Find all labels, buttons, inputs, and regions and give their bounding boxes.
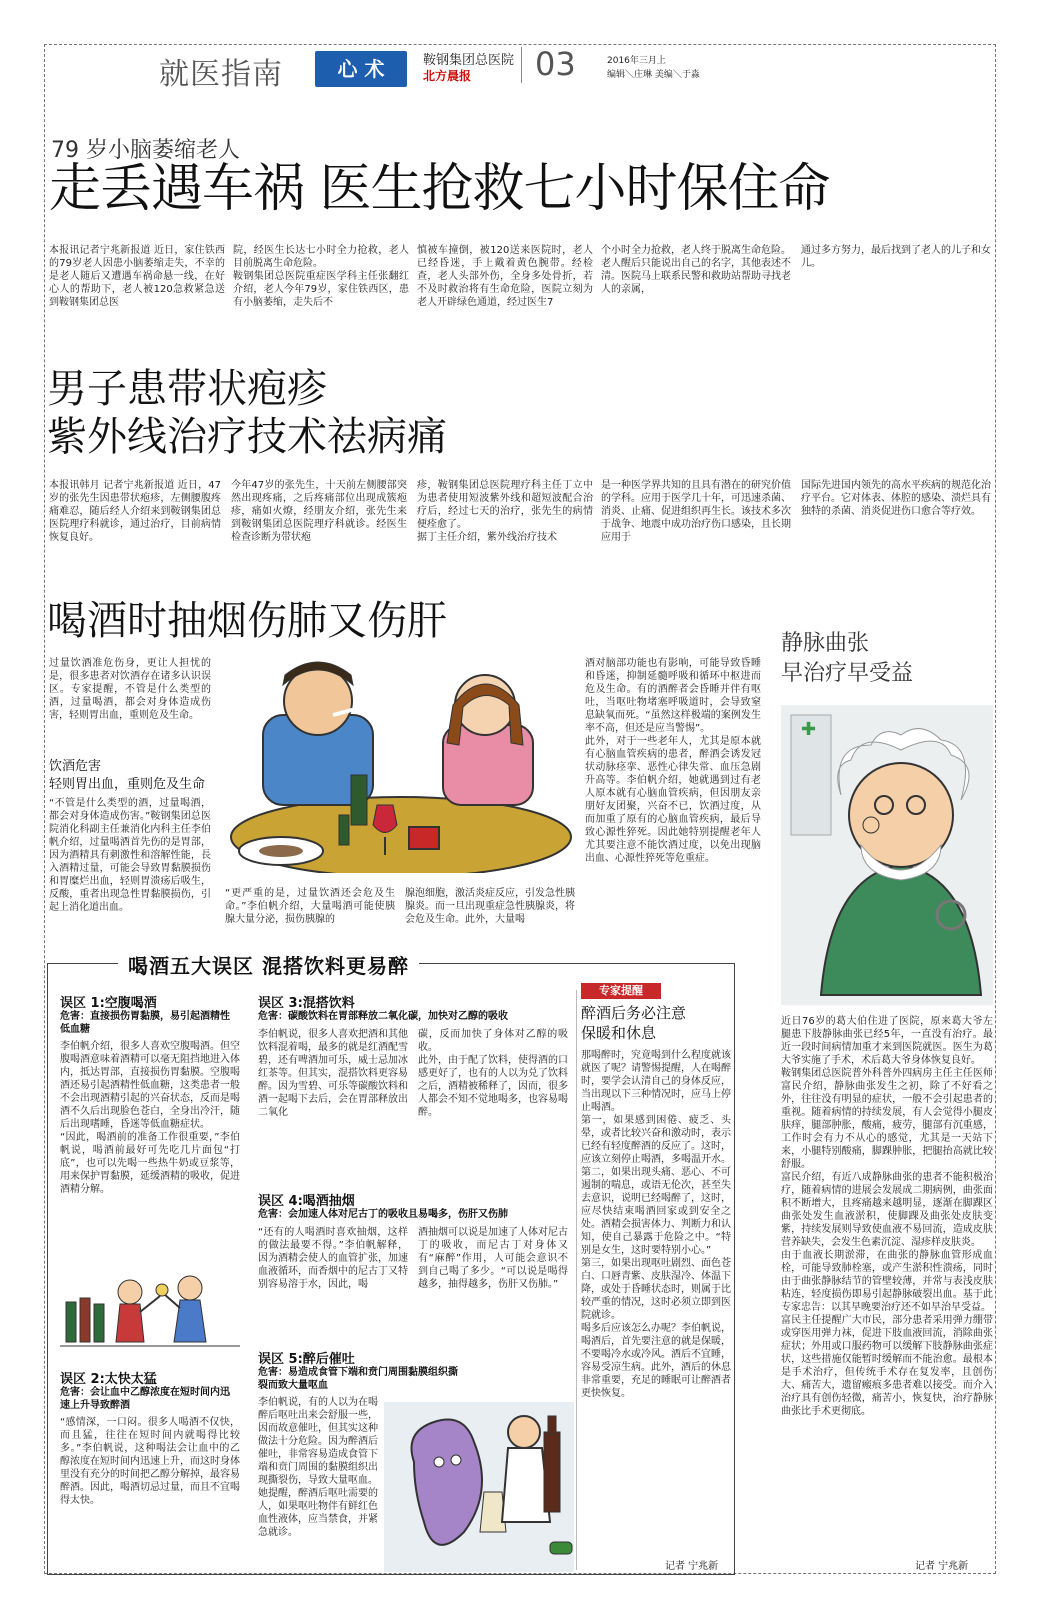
story2-col4: 是一种医学界共知的且具有潜在的研究价值的学科。应用于医学几十年，可迅速杀菌、消炎、止痛、促进组织再生长。该技术多次于战争、地震中成功治疗伤口感染，且长期应用于	[601, 480, 791, 543]
misconception-4-text-a: “还有的人喝酒时喜欢抽烟，这样的做法最要不得。”李伯帆解释，因为酒精会使人的血管扩张，加速血液循环，而香烟中的尼古丁又特别容易溶于水，因此，喝	[258, 1227, 408, 1290]
box-column-divider	[576, 990, 577, 1570]
editor-credits: 编辑＼庄琳 美编＼于淼	[607, 70, 700, 80]
misconception-3-harm: 危害：碳酸饮料在胃部释放二氧化碳，加快对乙醇的吸收	[258, 1011, 508, 1022]
misconception-5-heading: 误区 5:醉后催吐	[258, 1352, 355, 1367]
misconception-4-heading: 误区 4:喝酒抽烟	[258, 1194, 355, 1209]
story1-col5: 通过多方努力，最后找到了老人的儿子和女儿。	[801, 245, 991, 269]
misconception-2-heading: 误区 2:太快太猛	[60, 1372, 157, 1387]
expert-tip-heading-2: 保暖和休息	[581, 1024, 657, 1042]
story1-col1: 本报讯记者宁兆新报道 近日，家住铁西的79岁老人因患小脑萎缩走失，不幸的是老人随后又遭遇车祸命悬一线，在好心人的帮助下，老人被120急救紧急送到鞍钢集团总医	[49, 245, 225, 308]
story3-headline: 喝酒时抽烟伤肺又伤肝	[47, 598, 447, 644]
story2-col1: 本报讯韩月 记者宁兆新报道 近日，47岁的张先生因患带状疱疹，左侧腰腹疼痛难忍，随后经人介绍来到鞍钢集团总医院理疗科就诊，通过治疗，目前病情恢复良好。	[49, 480, 221, 543]
story3-subhead-2: 轻则胃出血，重则危及生命	[49, 777, 206, 792]
sidebar-title-2: 早治疗早受益	[781, 661, 914, 686]
misconception-4-harm: 危害：会加速人体对尼古丁的吸收且易喝多，伤肝又伤肺	[258, 1209, 508, 1220]
story2-headline-1: 男子患带状疱疹	[47, 366, 327, 412]
doctor-illustration	[781, 705, 993, 1005]
story3-subhead-1: 饮酒危害	[49, 759, 102, 774]
misconception-4-text-b: 酒抽烟可以说是加速了人体对尼古丁的吸收，而尼古丁对身体又有“麻醉”作用，人可能会意识不到自己喝了多少。“可以说是喝得越多，抽得越多，伤肝又伤肺。”	[418, 1227, 568, 1290]
expert-tip-text: 那喝醉时，究竟喝到什么程度就该就医了呢？请警惕提醒，人在喝醉时，要学会认清自己的身体反应，当出现以下三种情况时，应马上停止喝酒。 第一，如果感到困倦、疲乏、头晕，或者比较兴奋和激动时，表示已经有轻度醉酒的反应了。这时，应该立刻停止喝酒，多喝温开水。 第二，如果出现头痛、恶心、不可遏制的喘息，或语无伦次，甚至失去意识，说明已经喝醉了，这时，应尽快结束喝酒回家或到安全之处。酒精会损害体力、判断力和认知，使自己暴露于危险之中。“特别是女生，这时要特别小心。” 第三，如果出现呕吐剧烈、面色苍白、口唇青紫、皮肤湿冷、体温下降，或处于昏睡状态时，则属于比较严重的情况，这时必须立即到医院就诊。 喝多后应该怎么办呢？李伯帆说，喝酒后，首先要注意的就是保暖，不要喝冷水或冷风。酒后不宜睡，容易受凉生病。此外，酒后的休息非常重要，充足的睡眠可让醉酒者更快恢复。	[581, 1050, 731, 1399]
story1-col4: 个小时全力抢救，老人终于脱离生命危险。 老人醒后只能说出自己的名字，其他表述不清。医院马上联系民警和救助站帮助寻找老人的亲属，	[601, 245, 791, 295]
newspaper-page	[44, 44, 996, 1574]
misconception-5-text: 李伯帆说，有的人以为在喝醉后呕吐出来会舒服一些，因而故意催吐，但其实这种做法十分危险。因为醉酒后催吐，非常容易造成食管下端和贲门周围的黏膜组织出现撕裂伤，导致大量呕血。她提醒，醉酒后呕吐需要的人，如果呕吐物伴有鲜红色血性液体，应当禁食，并紧急就诊。	[258, 1397, 378, 1538]
toasting-illustration	[60, 1262, 240, 1360]
page-number: 03	[535, 45, 576, 83]
paper-name: 北方晨报	[423, 69, 472, 83]
story3-col3: 酒对脑部功能也有影响，可能导致昏睡和昏迷，抑制延髓呼吸和循环中枢进而危及生命。有的酒醉者会昏睡并伴有呕吐，当呕吐物堵塞呼吸道时，会导致窒息缺氧而死。“虽然这样极端的案例发生率不高，但还是应当警惕”。 此外，对于一些老年人，尤其是原本就有心脑血管疾病的患者，醉酒会诱发冠状动脉痉挛、恶性心律失常、血压急剧升高等。李伯帆介绍，她就遇到过有老人原本就有心脑血管疾病，但因朋友亲朋好友团聚，兴奋不已，饮酒过度，从而加重了原有的心脑血管疾病，最后导致心源性猝死。因此她特别提醒老年人尤其要注意不能饮酒过度，以免出现脑出血、心源性猝死等危重症。	[585, 658, 761, 864]
issue-date: 2016年三月上	[607, 56, 666, 66]
story3-lead: 过量饮酒准危伤身，更让人担忧的是，很多患者对饮酒存在诸多认识误区。专家提醒，不管是什么类型的酒，过量喝酒，都会对身体造成伤害，轻则胃出血，重则危及生命。	[49, 658, 211, 721]
story2-col5: 国际先进国内领先的高水平疾病的规范化治疗平台。它对体表、体腔的感染、溃烂具有独特的杀菌、消炎促进伤口愈合等疗效。	[801, 480, 991, 517]
section-title: 就医指南	[159, 57, 283, 92]
sidebar-body: 近日76岁的葛大伯住进了医院，原来葛大爷左腿患下肢静脉曲张已经5年，一直没有治疗。最近一段时间病情加重才来到医院就医。医生为葛大爷实施了手术，术后葛大爷身体恢复良好。 鞍钢集团总医院普外科普外四病房主任主任医师富民介绍，静脉曲张发生之初，除了不好看之外，往往没有明显的症状，一般不会引起患者的重视。随着病情的持续发展，有人会觉得小腿皮肤痒，腿部肿胀，酸痛，疲劳，腿部有沉重感，工作时会有力不从心的感觉，尤其是一天站下来，小腿特别酸痛，脚踝肿胀，把腿抬高就比较舒服。 富民介绍，有近八成静脉曲张的患者不能积极治疗，随着病情的进展会发展成二期病例，曲张面积不断增大，且疼痛越来越明显，逐渐在脚踝区曲张处发生血液淤积，使脚踝及曲张处皮肤变紫，持续发展则导致使血液不易回流，造成皮肤营养缺失，会发生色素沉淀、湿疹样皮肤炎。 由于血液长期淤滞，在曲张的静脉血管形成血栓，可能导致肺栓塞，或产生淤积性溃疡，同时由于曲张静脉结节的管壁较薄，并常与表浅皮肤粘连，轻度损伤即易引起静脉破裂出血。基于此专家忠告：以其早晚要治疗还不如早治早受益。 富民主任提醒广大市民，部分患者采用弹力绷带或穿医用弹力袜，促进下肢血液回流，消除曲张症状；外用或口服药物可以缓解下肢静脉曲张症状，这些措施仅能暂时缓解而不能治愈。最根本是手术治疗，但传统手术存在复发率，且创伤大、痛苦大，遗留瘢痕多患者难以接受。而介入治疗具有创伤轻微，痛苦小，恢复快，治疗静脉曲张比手术更彻底。	[781, 1016, 993, 1417]
column-logo: 心 术	[315, 51, 407, 87]
hospital-name: 鞍钢集团总医院	[423, 53, 515, 68]
story2-headline-2: 紫外线治疗技术祛病痛	[47, 414, 447, 460]
misconception-2-text: “感情深，一口闷。很多人喝酒不仅快，而且猛，往往在短时间内就喝得比较多。”李伯帆说，这种喝法会让血中的乙醇浓度在短时间内迅速上升，而这时身体里没有充分的时间把乙醇分解掉，最容易醉酒。因此，喝酒切忌过量，而且不宜喝得太快。	[60, 1417, 240, 1506]
expert-tip-heading-1: 醉酒后务必注意	[581, 1004, 687, 1022]
story2-col2: 今年47岁的张先生，十天前左侧腰部突然出现疼痛，之后疼痛部位出现成簇疱疹，痛如火燎，经朋友介绍，张先生来到鞍钢集团总医院理疗科就诊。经医生检查诊断为带状疱	[231, 480, 407, 543]
story1-col3: 慎被车撞倒，被120送来医院时，老人已经昏迷，手上戴着黄色腕带。经检查，老人头部外伤，全身多处骨折，若不及时救治将有生命危险，医院立刻为老人开辟绿色通道，经过医生7	[417, 245, 593, 308]
svg-text:✚: ✚	[801, 719, 817, 740]
story3-below-2: 腺泡细胞，激活炎症反应，引发急性胰腺炎。而一旦出现重症急性胰腺炎，将会危及生命。此外，大量喝	[405, 888, 575, 925]
story1-kicker: 79 岁小脑萎缩老人	[51, 138, 240, 163]
bottle-organ-illustration	[384, 1372, 574, 1572]
misconception-3-heading: 误区 3:混搭饮料	[258, 996, 355, 1011]
misconception-5-harm: 危害：易造成食管下端和贲门周围黏膜组织撕裂而致大量呕血	[258, 1367, 458, 1391]
misconception-2-harm: 危害：会让血中乙醇浓度在短时间内迅速上升导致醉酒	[60, 1387, 230, 1411]
misconception-3-text-a: 李伯帆说，很多人喜欢把酒和其他饮料混着喝，最多的就是红酒配雪碧，还有啤酒加可乐，威士忌加冰红茶等。但其实，混搭饮料更容易醉。因为雪碧、可乐等碳酸饮料和酒一起喝下去后，会在胃部释放出二氧化	[258, 1029, 408, 1118]
expert-tip-byline: 记者 宁兆新	[665, 1561, 719, 1572]
misconceptions-title: 喝酒五大误区 混搭饮料更易醉	[118, 950, 419, 979]
misconception-3-text-b: 碳，反而加快了身体对乙醇的吸收。 此外，由于配了饮料，使得酒的口感更好了，也有的人以为兑了饮料之后，酒精被稀释了，因而，很多人都会不知不觉地喝多，也容易喝醉。	[418, 1029, 568, 1118]
story2-col3: 疹，鞍钢集团总医院理疗科主任丁立中为患者使用短波紫外线和超短波配合治疗后，经过七天的治疗，张先生的病情便痊愈了。 据丁主任介绍，紫外线治疗技术	[417, 480, 593, 543]
sidebar-byline: 记者 宁兆新	[915, 1561, 969, 1572]
drinking-smoking-illustration	[223, 655, 579, 873]
misconception-1-heading: 误区 1:空腹喝酒	[60, 996, 157, 1011]
expert-tip-badge: 专家提醒	[581, 983, 661, 999]
story1-headline: 走丢遇车祸 医生抢救七小时保住命	[49, 159, 830, 219]
misconception-1-harm: 危害：直接损伤胃黏膜，易引起酒精性低血糖	[60, 1011, 230, 1035]
sidebar-title-1: 静脉曲张	[781, 631, 870, 656]
header-divider	[521, 47, 522, 83]
misconception-1-text: 李伯帆介绍，很多人喜欢空腹喝酒。但空腹喝酒意味着酒精可以毫无阻挡地进入体内，抵达胃部，直接损伤胃黏膜。空腹喝酒还易引起酒精性低血糖，这类患者一般不会出现酒精引起的兴奋状态，反而是喝酒不久后出现脸色苍白，全身出冷汗，随后出现嗜睡，昏迷等低血糖症状。 “因此，喝酒前的准备工作很重要，”李伯帆说，喝酒前最好可先吃几片面包“打底”，也可以先喝一些热牛奶或豆浆等，用来保护胃黏膜，延缓酒精的吸收，促进酒精分解。	[60, 1041, 240, 1195]
story1-col2: 院，经医生长达七小时全力抢救，老人目前脱离生命危险。 鞍钢集团总医院重症医学科主任张翻红介绍，老人今年79岁，家住铁西区，患有小脑萎缩，走失后不	[233, 245, 409, 308]
story3-col1b: “不管是什么类型的酒，过量喝酒，都会对身体造成伤害。”鞍钢集团总医院消化科副主任兼消化内科主任李伯帆介绍，过量喝酒首先伤的是胃部，因为酒精具有刺激性和溶解性能，長入酒精过量，可能会导致胃黏膜损伤和胃糜烂出血，轻则胃溃疡后吸生，反酸，重者出现急性胃黏膜损伤，引起上消化道出血。	[49, 798, 211, 913]
story3-below-1: “更严重的是，过量饮酒还会危及生命。”李伯帆介绍，大量喝酒可能使胰腺大量分泌，损伤胰腺的	[225, 888, 395, 925]
